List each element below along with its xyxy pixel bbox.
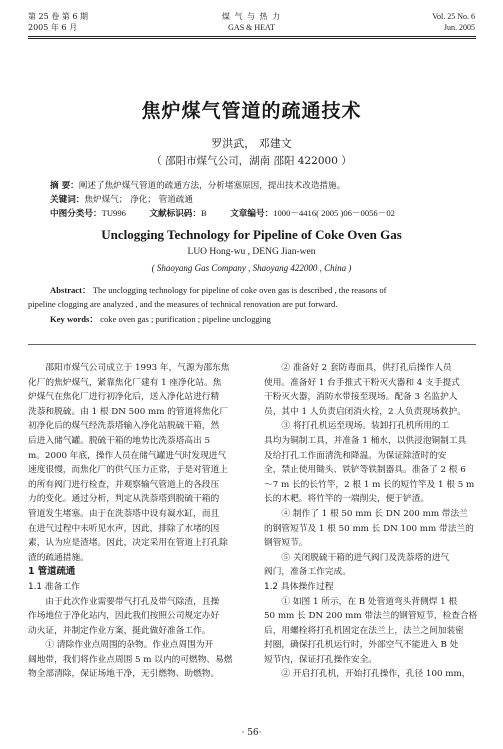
text-line: ⑤ 关闭脱硫干箱的进气阀门及洗萘塔的进气: [281, 552, 450, 563]
section-separator: [28, 344, 476, 345]
text-line: 管道发生堵塞。由于在洗萘塔中设有凝水缸，而且: [28, 508, 220, 519]
header-date-en: Jun. 2005: [443, 23, 475, 32]
clc-value: TU996: [101, 208, 126, 218]
keywords-en-label: Key words: [50, 314, 90, 324]
left-column: [28, 361, 240, 682]
keywords-en-text: coke oven gas ; purification ; pipeline unclogging: [100, 314, 271, 324]
header-volume-issue: 第 25 卷 第 6 期: [28, 12, 88, 21]
affiliation-en: ( Shaoyang Gas Company , Shaoyang 422000 , China ): [151, 263, 352, 273]
text-line: ③ 将打孔机运至现场。装卸打孔机所用的工: [281, 421, 450, 432]
section-heading-1: 1 管道疏通: [28, 566, 76, 578]
doc-code-label: 文献标识码：: [149, 209, 201, 219]
text-line: 具均为铜制工具，并准备 1 桶水，以供浸泡铜制工具: [264, 435, 467, 446]
doc-code-value: B: [200, 208, 207, 218]
keywords-cn: [50, 194, 193, 206]
abstract-en-line2: pipeline clogging are analyzed , and the measures of technical renovation are put forward.: [28, 299, 338, 309]
authors-cn: 罗洪武， 邓建文: [211, 137, 292, 150]
text-line: 动火证，并制定作业方案，挺此做好准备工作。: [28, 625, 211, 636]
abstract-en-label: Abstract: [50, 285, 82, 295]
keywords-en: Key words： coke oven gas ; purification ; pipeline unclogging: [50, 314, 271, 324]
text-line: 阔地带，我们将作业点周围 5 m 以内的可燃物、易燃: [28, 654, 233, 665]
text-line: 化厂的焦炉煤气，紧靠焦化厂建有 1 座净化站。焦: [28, 377, 222, 388]
text-line: 作场地位于净化站内，因此我们按照公司规定办好: [28, 611, 220, 622]
authors-en: LUO Hong-wu , DENG Jian-wen: [187, 247, 316, 257]
page-number: · 56·: [241, 728, 262, 738]
header-rule-bottom: [28, 38, 476, 39]
subsection-heading-1-2: 1.2 具体操作过程: [264, 581, 334, 592]
text-line: 短节内，保证打孔操作安全。: [264, 654, 377, 665]
text-line: 使用。准备好 1 台手推式干粉灭火器和 4 支手提式: [264, 377, 460, 388]
text-line: 洗萘和脱硫。由 1 根 DN 500 mm 的管道将焦化厂: [28, 406, 229, 417]
text-line: 渣的疏通措施。: [28, 552, 89, 563]
text-line: ① 清除作业点周围的杂物。作业点周围为开: [45, 640, 214, 651]
article-title-en: Unclogging Technology for Pipeline of Coke Oven Gas: [101, 227, 402, 242]
text-line: 干粉灭火器，消防水带接至现场。配备 3 名监护人: [264, 392, 458, 403]
text-line: ② 准备好 2 套防毒面具，供打孔后操作人员: [281, 363, 452, 373]
abstract-cn-text: 阐述了焦炉煤气管道的疏通方法，分析堵塞原因，提出技术改造措施。: [78, 181, 346, 191]
preparation-paragraph: [28, 595, 240, 683]
text-line: 在进气过程中未听见水声，因此，排除了水堵的因: [28, 523, 220, 534]
text-line: 及给打孔工作面清洗和降温。为保证除渣时的安: [264, 450, 447, 461]
text-line: 邵阳市煤气公司成立于 1993 年，气源为邵东焦: [45, 363, 230, 373]
text-line: 素，认为应是渣堵。因此，决定采用在管道上打孔除: [28, 538, 228, 549]
text-line: m。2000 年底，操作人员在储气罐进气时发现进气: [28, 450, 227, 461]
journal-title-en: GAS & HEAT: [228, 23, 275, 32]
text-line: 物全部清除，保证场地干净，无引燃物、助燃物。: [28, 669, 220, 680]
preparation-steps: [264, 361, 476, 580]
keywords-cn-label: 关键词：: [50, 195, 85, 205]
text-line: 钢管短节。: [264, 538, 308, 549]
classification-line: [50, 207, 395, 220]
text-line: 炉煤气在焦化厂进行初净化后，送入净化站进行精: [28, 392, 220, 403]
right-column: [264, 361, 476, 682]
text-line: 长的木耙。将竹竿的一端削尖，便于铲渣。: [264, 494, 430, 505]
article-title-cn: 焦炉煤气管道的疏通技术: [141, 100, 362, 122]
text-line: 50 mm 长 DN 200 mm 带法兰的钢管短节，检查合格: [264, 611, 478, 622]
keywords-cn-text: 焦炉煤气； 净化； 管道疏通: [84, 195, 193, 205]
text-line: ② 开启打孔机，开始打孔操作，孔径 100 mm，: [281, 669, 471, 680]
intro-paragraph: [28, 361, 240, 565]
text-line: ① 如图 1 所示，在 B 处管道弯头背侧焊 1 根: [281, 596, 458, 607]
text-line: 后进入储气罐。脱硫干箱的地势比洗萘塔高出 5: [28, 435, 211, 446]
article-number-value: 1000－4416( 2005 )06－0056－02: [273, 208, 395, 218]
abstract-en-line1: Abstract： The unclogging technology for pipeline of coke oven gas is described , the reasons of: [50, 285, 387, 295]
article-number-label: 文章编号：: [230, 209, 274, 219]
text-line: 速度很慢，而焦化厂的供气压力正常，于是对管道上: [28, 465, 228, 476]
text-line: 员，其中 1 人负责启闭消火栓，2 人负责现场救护。: [264, 406, 466, 417]
journal-title-cn: 煤 气 与 热 力: [221, 12, 282, 21]
text-line: 封圈，确保打孔机运行时，外部空气不能进入 B 处: [264, 640, 459, 651]
abstract-en-text-1: The unclogging technology for pipeline of coke oven gas is described , the reasons of: [92, 285, 387, 295]
text-line: 由于此次作业需要带气打孔及带气除渣，且操: [45, 596, 220, 607]
header-rule-top: [28, 36, 476, 37]
text-line: 阀门，准备工作完成。: [264, 567, 351, 578]
abstract-cn-label: 摘 要：: [50, 181, 79, 191]
operation-steps: [264, 595, 476, 683]
text-line: 后，用螺栓将打孔机固定在法兰上，法兰之间加装密: [264, 625, 464, 636]
text-line: 的钢管短节及 1 根 50 mm 长 DN 100 mm 带法兰的: [264, 523, 474, 534]
text-line: 力的变化。通过分析，判定从洗萘塔到脱硫干箱的: [28, 494, 220, 505]
affiliation-cn: （ 邵阳市煤气公司，湖南 邵阳 422000 ）: [151, 155, 352, 167]
text-line: 的所有阀门进行检查，并观察输气管道上的各段压: [28, 479, 220, 490]
clc-label: 中图分类号：: [50, 209, 102, 219]
text-line: ④ 制作了 1 根 50 mm 长 DN 200 mm 带法兰: [281, 508, 468, 519]
header-volume-en: Vol. 25 No. 6: [432, 12, 475, 21]
text-line: 全，禁止使用锄头、铁铲等铁制器具。准备了 2 根 6: [264, 465, 466, 476]
text-line: 初净化后的煤气经洗萘塔输入净化站脱硫干箱，然: [28, 421, 220, 432]
subsection-heading-1-1: 1.1 准备工作: [28, 581, 80, 592]
header-date-cn: 2005 年 6 月: [28, 23, 78, 32]
abstract-cn: [50, 180, 345, 192]
text-line: ～7 m 长的长竹竿，2 根 1 m 长的短竹竿及 1 根 5 m: [264, 479, 475, 490]
